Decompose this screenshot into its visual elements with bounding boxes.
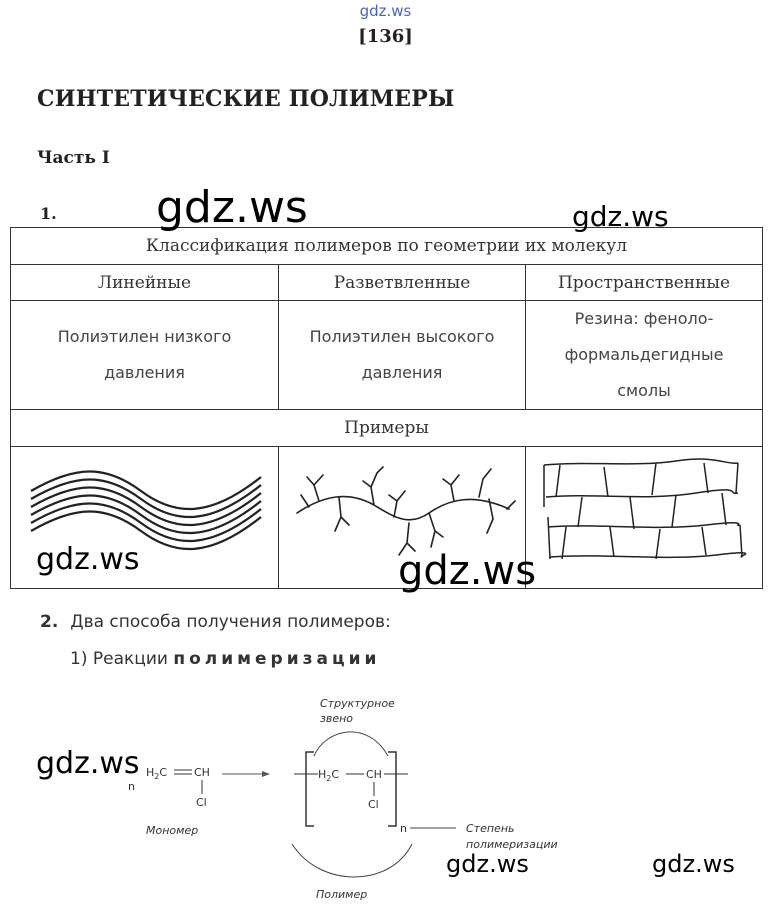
left-bracket xyxy=(306,752,314,826)
polymer-classification-table xyxy=(10,227,763,589)
watermark: gdz.ws xyxy=(36,542,140,577)
unit-brace xyxy=(314,732,388,756)
polymer-label: Полимер xyxy=(316,888,368,901)
example-linear xyxy=(11,301,279,410)
page-title: СИНТЕТИЧЕСКИЕ ПОЛИМЕРЫ xyxy=(37,86,455,112)
watermark: gdz.ws xyxy=(36,746,140,781)
examples-label: Примеры xyxy=(11,410,763,447)
degree-label-1: Степень xyxy=(466,822,515,835)
monomer-cl: Cl xyxy=(196,796,207,809)
example-spatial-line-1: Резина: феноло- xyxy=(574,309,714,328)
item-1-prefix: 1) Реакции xyxy=(70,649,168,669)
unit-label-2: звено xyxy=(320,712,354,725)
watermark: gdz.ws xyxy=(572,200,669,233)
column-linear: Линейные xyxy=(11,265,279,301)
site-header-watermark: gdz.ws xyxy=(359,2,412,20)
watermark: gdz.ws xyxy=(156,182,308,233)
page-number: [136] xyxy=(358,26,413,47)
column-branched: Разветвленные xyxy=(279,265,526,301)
example-linear-line-1: Полиэтилен низкого xyxy=(57,327,232,346)
task-2-number: 2. xyxy=(40,612,59,632)
example-spatial xyxy=(526,301,763,410)
watermark: gdz.ws xyxy=(446,850,529,878)
example-branched-line-1: Полиэтилен высокого xyxy=(309,327,495,346)
task-2-text xyxy=(40,612,391,632)
monomer-label: Мономер xyxy=(146,824,199,837)
reaction-arrow-head xyxy=(262,771,270,777)
example-spatial-line-2: формальдегидные xyxy=(564,345,724,364)
monomer-ch: CH xyxy=(194,766,210,779)
degree-label-2: полимеризации xyxy=(466,838,558,851)
polymer-brace xyxy=(292,844,412,877)
monomer-n: n xyxy=(128,780,135,793)
example-linear-line-2: давления xyxy=(104,363,185,382)
task-2-item-1 xyxy=(70,649,380,669)
monomer-h: $H_2C$ xyxy=(146,766,168,781)
watermark: gdz.ws xyxy=(652,850,735,878)
watermark: gdz.ws xyxy=(398,548,537,594)
table-caption: Классификация полимеров по геометрии их молекул xyxy=(11,228,763,265)
polymer-n: n xyxy=(400,822,407,835)
column-spatial: Пространственные xyxy=(526,265,763,301)
example-branched xyxy=(279,301,526,410)
task-1-number: 1. xyxy=(40,204,57,223)
polymerization-diagram xyxy=(0,680,771,923)
example-spatial-line-3: смолы xyxy=(617,381,671,400)
polymer-cl: Cl xyxy=(368,798,379,811)
polymer-ch: CH xyxy=(366,768,382,781)
unit-label-1: Структурное xyxy=(320,697,395,710)
right-bracket xyxy=(388,752,396,826)
example-branched-line-2: давления xyxy=(361,363,443,382)
polymer-h: $H_2C$ xyxy=(318,768,340,783)
part-heading: Часть I xyxy=(37,148,110,168)
item-1-term: полимеризации xyxy=(173,649,381,669)
spatial-structure-illustration xyxy=(526,447,763,589)
task-2-question: Два способа получения полимеров: xyxy=(70,612,391,632)
